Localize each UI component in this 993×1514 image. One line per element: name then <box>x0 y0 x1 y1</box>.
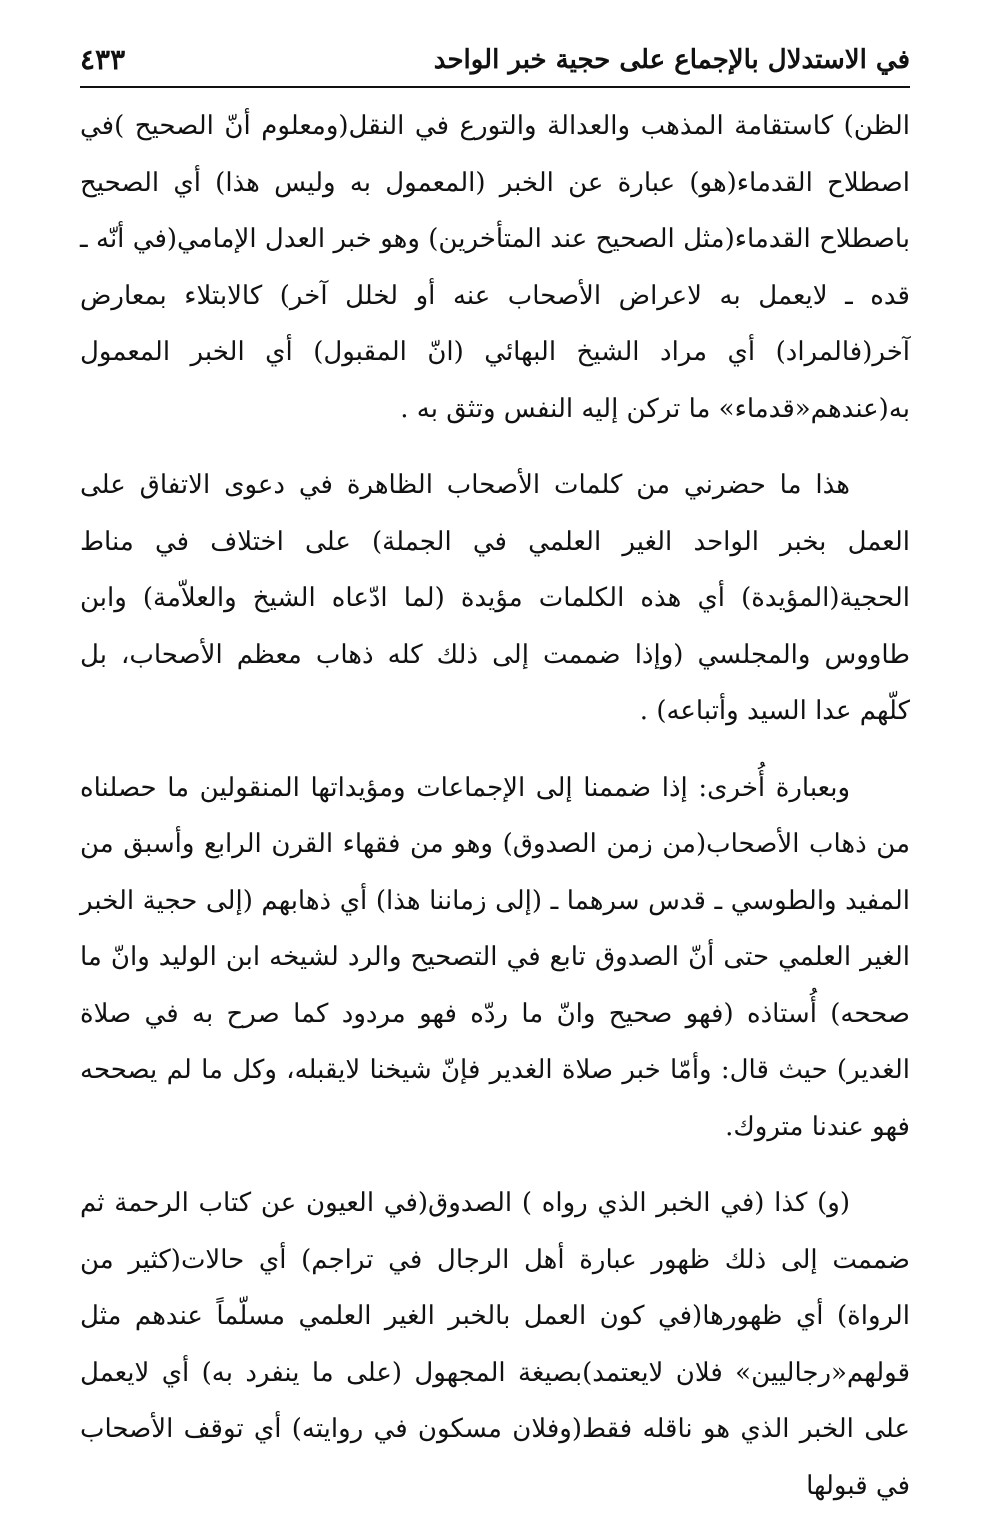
header-divider <box>80 86 910 88</box>
paragraph-1: الظن) كاستقامة المذهب والعدالة والتورع في النقل(ومعلوم أنّ الصحيح )في اصطلاح القدماء(هو) عبارة عن الخبر (المعمول به وليس هذا) أي الصحيح باصطلاح القدماء(مثل الصحيح عند المتأخرين) وهو خبر العدل الإمامي(في أنّه ـ قده ـ لايعمل به لاعراض الأصحاب عنه أو لخلل آخر) كالابتلاء بمعارض آخر(فالمراد) أي مراد الشيخ البهائي (انّ المقبول) أي الخبر المعمول به(عندهم«قدماء» ما تركن إليه النفس وتثق به . <box>80 111 910 424</box>
paragraph-2: هذا ما حضرني من كلمات الأصحاب الظاهرة في دعوى الاتفاق على العمل بخبر الواحد الغير العلمي في الجملة) على اختلاف في مناط الحجية(المؤيدة) أي هذه الكلمات مؤيدة (لما ادّعاه الشيخ والعلاّمة) وابن طاووس والمجلسي (وإذا ضممت إلى ذلك كله ذهاب معظم الأصحاب، بل كلّهم عدا السيد وأتباعه) . <box>80 470 910 726</box>
page-header <box>80 40 910 84</box>
page-number: ٤٣٣ <box>80 43 126 76</box>
paragraph-3: وبعبارة أُخرى: إذا ضممنا إلى الإجماعات ومؤيداتها المنقولين ما حصلناه من ذهاب الأصحاب(من زمن الصدوق) وهو من فقهاء القرن الرابع وأسبق من المفيد والطوسي ـ قدس سرهما ـ (إلى زماننا هذا) أي ذهابهم (إلى حجية الخبر الغير العلمي حتى أنّ الصدوق تابع في التصحيح والرد لشيخه ابن الوليد وانّ ما صححه) أُستاذه (فهو صحيح وانّ ما ردّه فهو مردود كما صرح به في صلاة الغدير) حيث قال: وأمّا خبر صلاة الغدير فإنّ شيخنا لايقبله، وكل ما لم يصححه فهو عندنا متروك. <box>80 772 910 1142</box>
main-text <box>80 98 910 1514</box>
paragraph-4: (و) كذا (في الخبر الذي رواه ) الصدوق(في العيون عن كتاب الرحمة ثم ضممت إلى ذلك ظهور عبارة أهل الرجال في تراجم) أي حالات(كثير من الرواة) أي ظهورها(في كون العمل بالخبر الغير العلمي مسلّماً عندهم مثل قولهم«رجاليين» فلان لايعتمد)بصيغة المجهول (على ما ينفرد به) أي لايعمل على الخبر الذي هو ناقله فقط(وفلان مسكون في روايته) أي توقف الأصحاب في قبولها <box>80 1188 910 1501</box>
running-title: في الاستدلال بالإجماع على حجية خبر الواحد <box>433 45 910 75</box>
